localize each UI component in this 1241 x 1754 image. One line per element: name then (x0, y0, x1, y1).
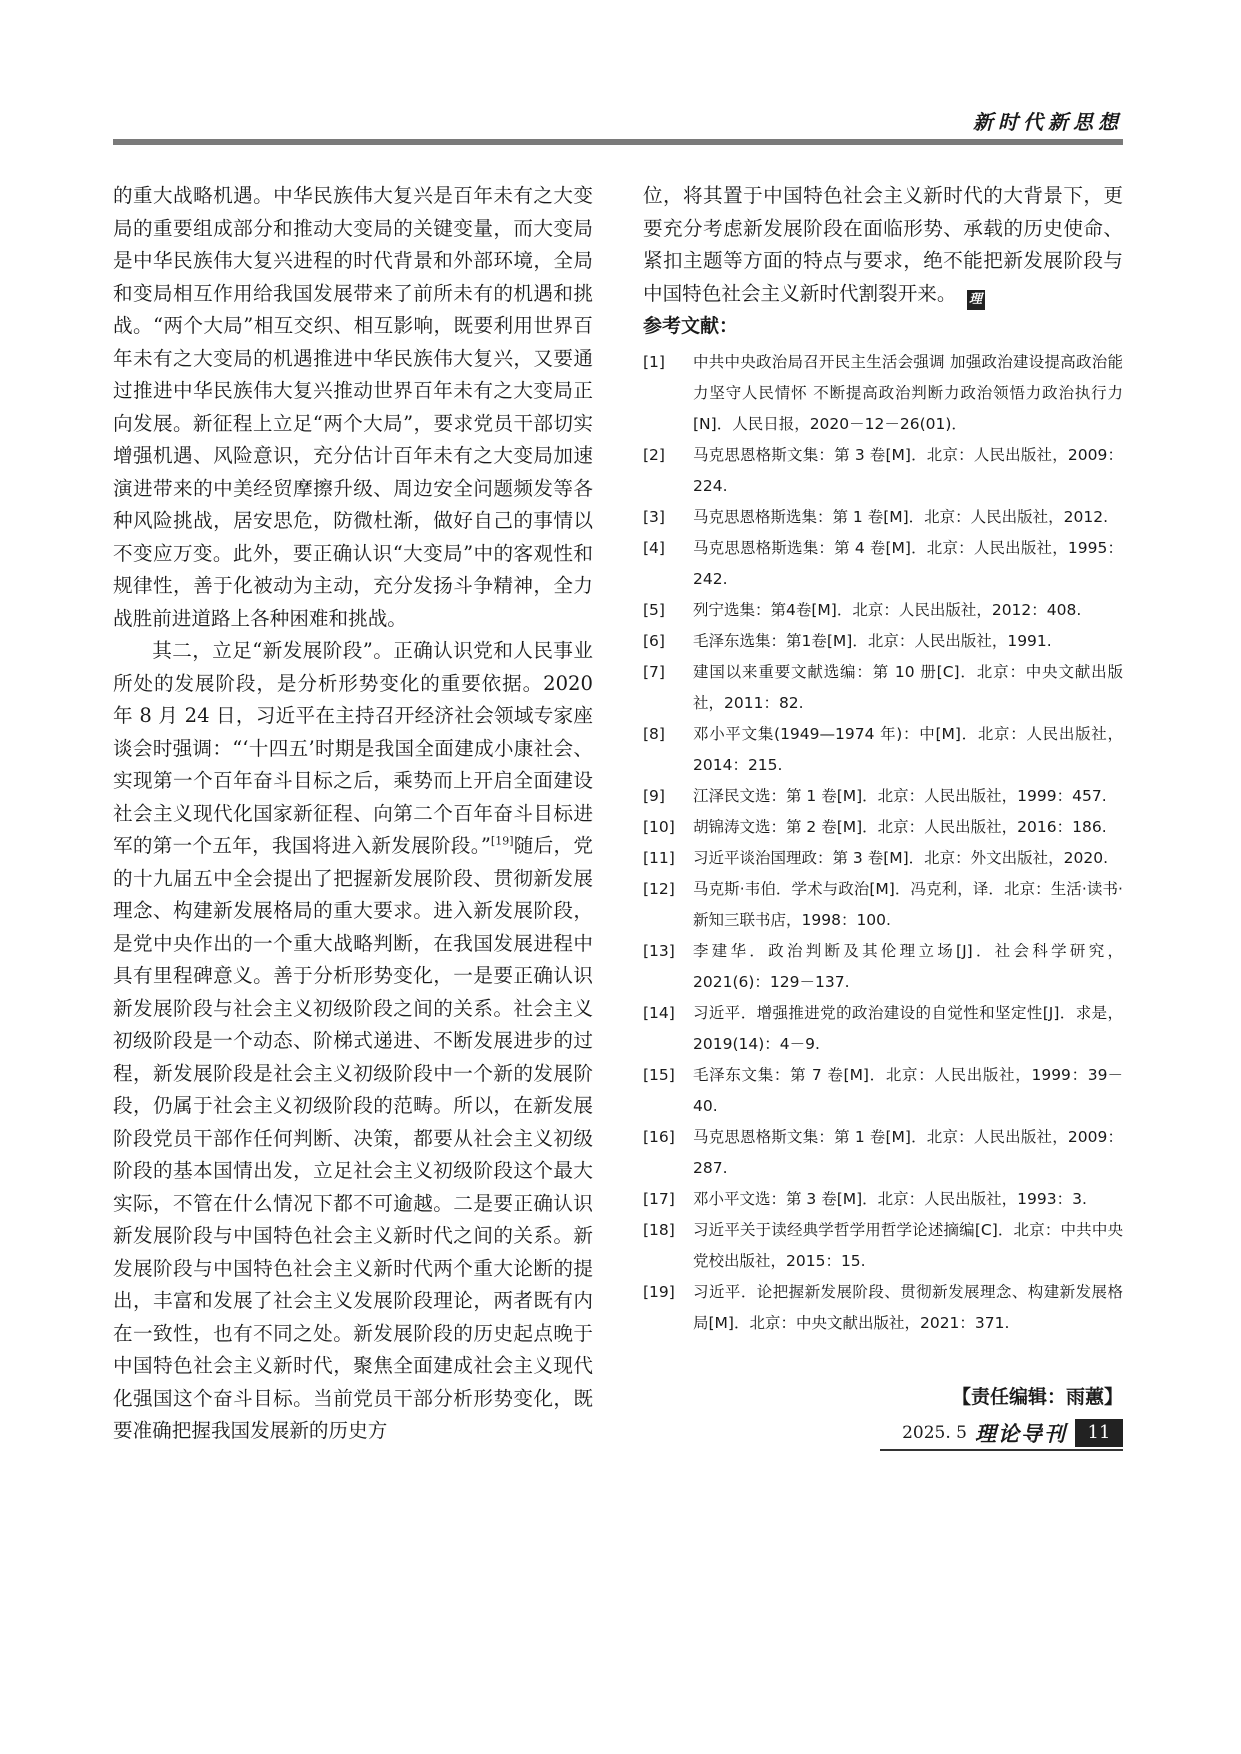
reference-number: [8] (643, 724, 665, 743)
reference-text: 毛泽东文集：第 7 卷[M]．北京：人民出版社，1999：39－40. (693, 1065, 1123, 1115)
reference-number: [13] (643, 941, 675, 960)
reference-text: 江泽民文选：第 1 卷[M]．北京：人民出版社，1999：457. (693, 786, 1107, 805)
reference-text: 习近平．增强推进党的政治建设的自觉性和坚定性[J]．求是，2019(14)：4－9. (693, 1003, 1123, 1053)
reference-number: [9] (643, 786, 665, 805)
body-paragraph (113, 635, 593, 1448)
reference-text: 马克思恩格斯选集：第 4 卷[M]．北京：人民出版社，1995：242. (693, 538, 1123, 588)
reference-text: 列宁选集：第4卷[M]．北京：人民出版社，2012：408. (693, 600, 1082, 619)
citation-marker: [19] (490, 834, 514, 848)
reference-text: 胡锦涛文选：第 2 卷[M]．北京：人民出版社，2016：186. (693, 817, 1107, 836)
reference-item (643, 1122, 1123, 1184)
reference-number: [4] (643, 538, 665, 557)
issue-date: 2025. 5 (902, 1423, 967, 1443)
reference-item (643, 1215, 1123, 1277)
reference-text: 李建华．政治判断及其伦理立场[J]．社会科学研究，2021(6)：129－137. (693, 941, 1123, 991)
reference-item (643, 781, 1123, 812)
right-column (643, 180, 1123, 1339)
journal-name: 理论导刊 (975, 1421, 1067, 1446)
reference-item (643, 812, 1123, 843)
reference-number: [15] (643, 1065, 675, 1084)
reference-text: 中共中央政治局召开民主生活会强调 加强政治建设提高政治能力坚守人民情怀 不断提高政治判断力政治领悟力政治执行力[N]．人民日报，2020－12－26(01)． (693, 352, 1123, 433)
reference-item (643, 998, 1123, 1060)
reference-item (643, 874, 1123, 936)
footer-divider (880, 1449, 1123, 1451)
reference-item (643, 657, 1123, 719)
reference-text: 习近平关于读经典学哲学用哲学论述摘编[C]．北京：中共中央党校出版社，2015：15. (693, 1220, 1123, 1270)
paragraph-text: 位，将其置于中国特色社会主义新时代的大背景下，更要充分考虑新发展阶段在面临形势、承载的历史使命、紧扣主题等方面的特点与要求，绝不能把新发展阶段与中国特色社会主义新时代割裂开来。 (643, 184, 1123, 305)
reference-item (643, 626, 1123, 657)
reference-list (643, 347, 1123, 1339)
reference-number: [6] (643, 631, 665, 650)
reference-number: [12] (643, 879, 675, 898)
reference-text: 马克思恩格斯文集：第 1 卷[M]．北京：人民出版社，2009：287. (693, 1127, 1123, 1177)
reference-number: [16] (643, 1127, 675, 1146)
reference-number: [10] (643, 817, 675, 836)
responsible-editor: 【责任编辑：雨蕙】 (951, 1386, 1123, 1408)
references-heading: 参考文献： (643, 315, 739, 337)
reference-item (643, 1184, 1123, 1215)
reference-number: [3] (643, 507, 665, 526)
reference-number: [7] (643, 662, 665, 681)
reference-number: [5] (643, 600, 665, 619)
reference-number: [11] (643, 848, 675, 867)
reference-text: 马克思恩格斯选集：第 1 卷[M]．北京：人民出版社，2012. (693, 507, 1109, 526)
reference-number: [1] (643, 352, 665, 371)
body-paragraph (643, 180, 1123, 310)
reference-number: [18] (643, 1220, 675, 1239)
reference-number: [14] (643, 1003, 675, 1022)
reference-text: 马克斯·韦伯．学术与政治[M]．冯克利，译．北京：生活·读书·新知三联书店，1998：100. (693, 879, 1123, 929)
reference-text: 毛泽东选集：第1卷[M]．北京：人民出版社，1991. (693, 631, 1052, 650)
reference-item (643, 843, 1123, 874)
reference-item (643, 440, 1123, 502)
reference-text: 建国以来重要文献选编：第 10 册[C]．北京：中央文献出版社，2011：82. (693, 662, 1123, 712)
body-paragraph: 的重大战略机遇。中华民族伟大复兴是百年未有之大变局的重要组成部分和推动大变局的关键变量，而大变局是中华民族伟大复兴进程的时代背景和外部环境，全局和变局相互作用给我国发展带来了前所未有的机遇和挑战。“两个大局”相互交织、相互影响，既要利用世界百年未有之大变局的机遇推进中华民族伟大复兴，又要通过推进中华民族伟大复兴推动世界百年未有之大变局正向发展。新征程上立足“两个大局”，要求党员干部切实增强机遇、风险意识，充分估计百年未有之大变局加速演进带来的中美经贸摩擦升级、周边安全问题频发等各种风险挑战，居安思危，防微杜渐，做好自己的事情以不变应万变。此外，要正确认识“大变局”中的客观性和规律性，善于化被动为主动，充分发扬斗争精神，全力战胜前进道路上各种困难和挑战。 (113, 184, 593, 630)
reference-item (643, 1060, 1123, 1122)
page-footer (902, 1418, 1123, 1448)
reference-item (643, 719, 1123, 781)
reference-item (643, 533, 1123, 595)
reference-item (643, 347, 1123, 440)
reference-text: 邓小平文选：第 3 卷[M]．北京：人民出版社，1993：3. (693, 1189, 1087, 1208)
reference-text: 习近平谈治国理政：第 3 卷[M]．北京：外文出版社，2020. (693, 848, 1109, 867)
left-column (113, 180, 593, 1448)
article-end-mark: 理 (967, 290, 985, 310)
reference-number: [19] (643, 1282, 675, 1301)
header-divider (113, 139, 1123, 145)
paragraph-text: 随后，党的十九届五中全会提出了把握新发展阶段、贯彻新发展理念、构建新发展格局的重大要求。进入新发展阶段，是党中央作出的一个重大战略判断，在我国发展进程中具有里程碑意义。善于分析形势变化，一是要正确认识新发展阶段与社会主义初级阶段之间的关系。社会主义初级阶段是一个动态、阶梯式递进、不断发展进步的过程，新发展阶段是社会主义初级阶段中一个新的发展阶段，仍属于社会主义初级阶段的范畴。所以，在新发展阶段党员干部作任何判断、决策，都要从社会主义初级阶段的基本国情出发，立足社会主义初级阶段这个最大实际，不管在什么情况下都不可逾越。二是要正确认识新发展阶段与中国特色社会主义新时代之间的关系。新发展阶段与中国特色社会主义新时代两个重大论断的提出，丰富和发展了社会主义发展阶段理论，两者既有内在一致性，也有不同之处。新发展阶段的历史起点晚于中国特色社会主义新时代，聚焦全面建成社会主义现代化强国这个奋斗目标。当前党员干部分析形势变化，既要准确把握我国发展新的历史方 (113, 834, 594, 1442)
reference-number: [17] (643, 1189, 675, 1208)
reference-number: [2] (643, 445, 665, 464)
reference-text: 习近平．论把握新发展阶段、贯彻新发展理念、构建新发展格局[M]．北京：中央文献出版社，2021：371. (693, 1282, 1123, 1332)
section-title: 新时代新思想 (973, 110, 1123, 134)
reference-item (643, 936, 1123, 998)
reference-item (643, 595, 1123, 626)
reference-text: 马克思恩格斯文集：第 3 卷[M]．北京：人民出版社，2009：224. (693, 445, 1123, 495)
reference-item (643, 502, 1123, 533)
reference-text: 邓小平文集(1949—1974 年)：中[M]．北京：人民出版社，2014：215. (693, 724, 1123, 774)
paragraph-text: 其二，立足“新发展阶段”。正确认识党和人民事业所处的发展阶段，是分析形势变化的重要依据。2020 年 8 月 24 日，习近平在主持召开经济社会领域专家座谈会时强调：“‘十四五’时期是我国全面建成小康社会、实现第一个百年奋斗目标之后，乘势而上开启全面建设社会主义现代化国家新征程、向第二个百年奋斗目标进军的第一个五年，我国将进入新发展阶段。” (113, 639, 593, 857)
reference-item (643, 1277, 1123, 1339)
page-number: 11 (1075, 1419, 1123, 1447)
